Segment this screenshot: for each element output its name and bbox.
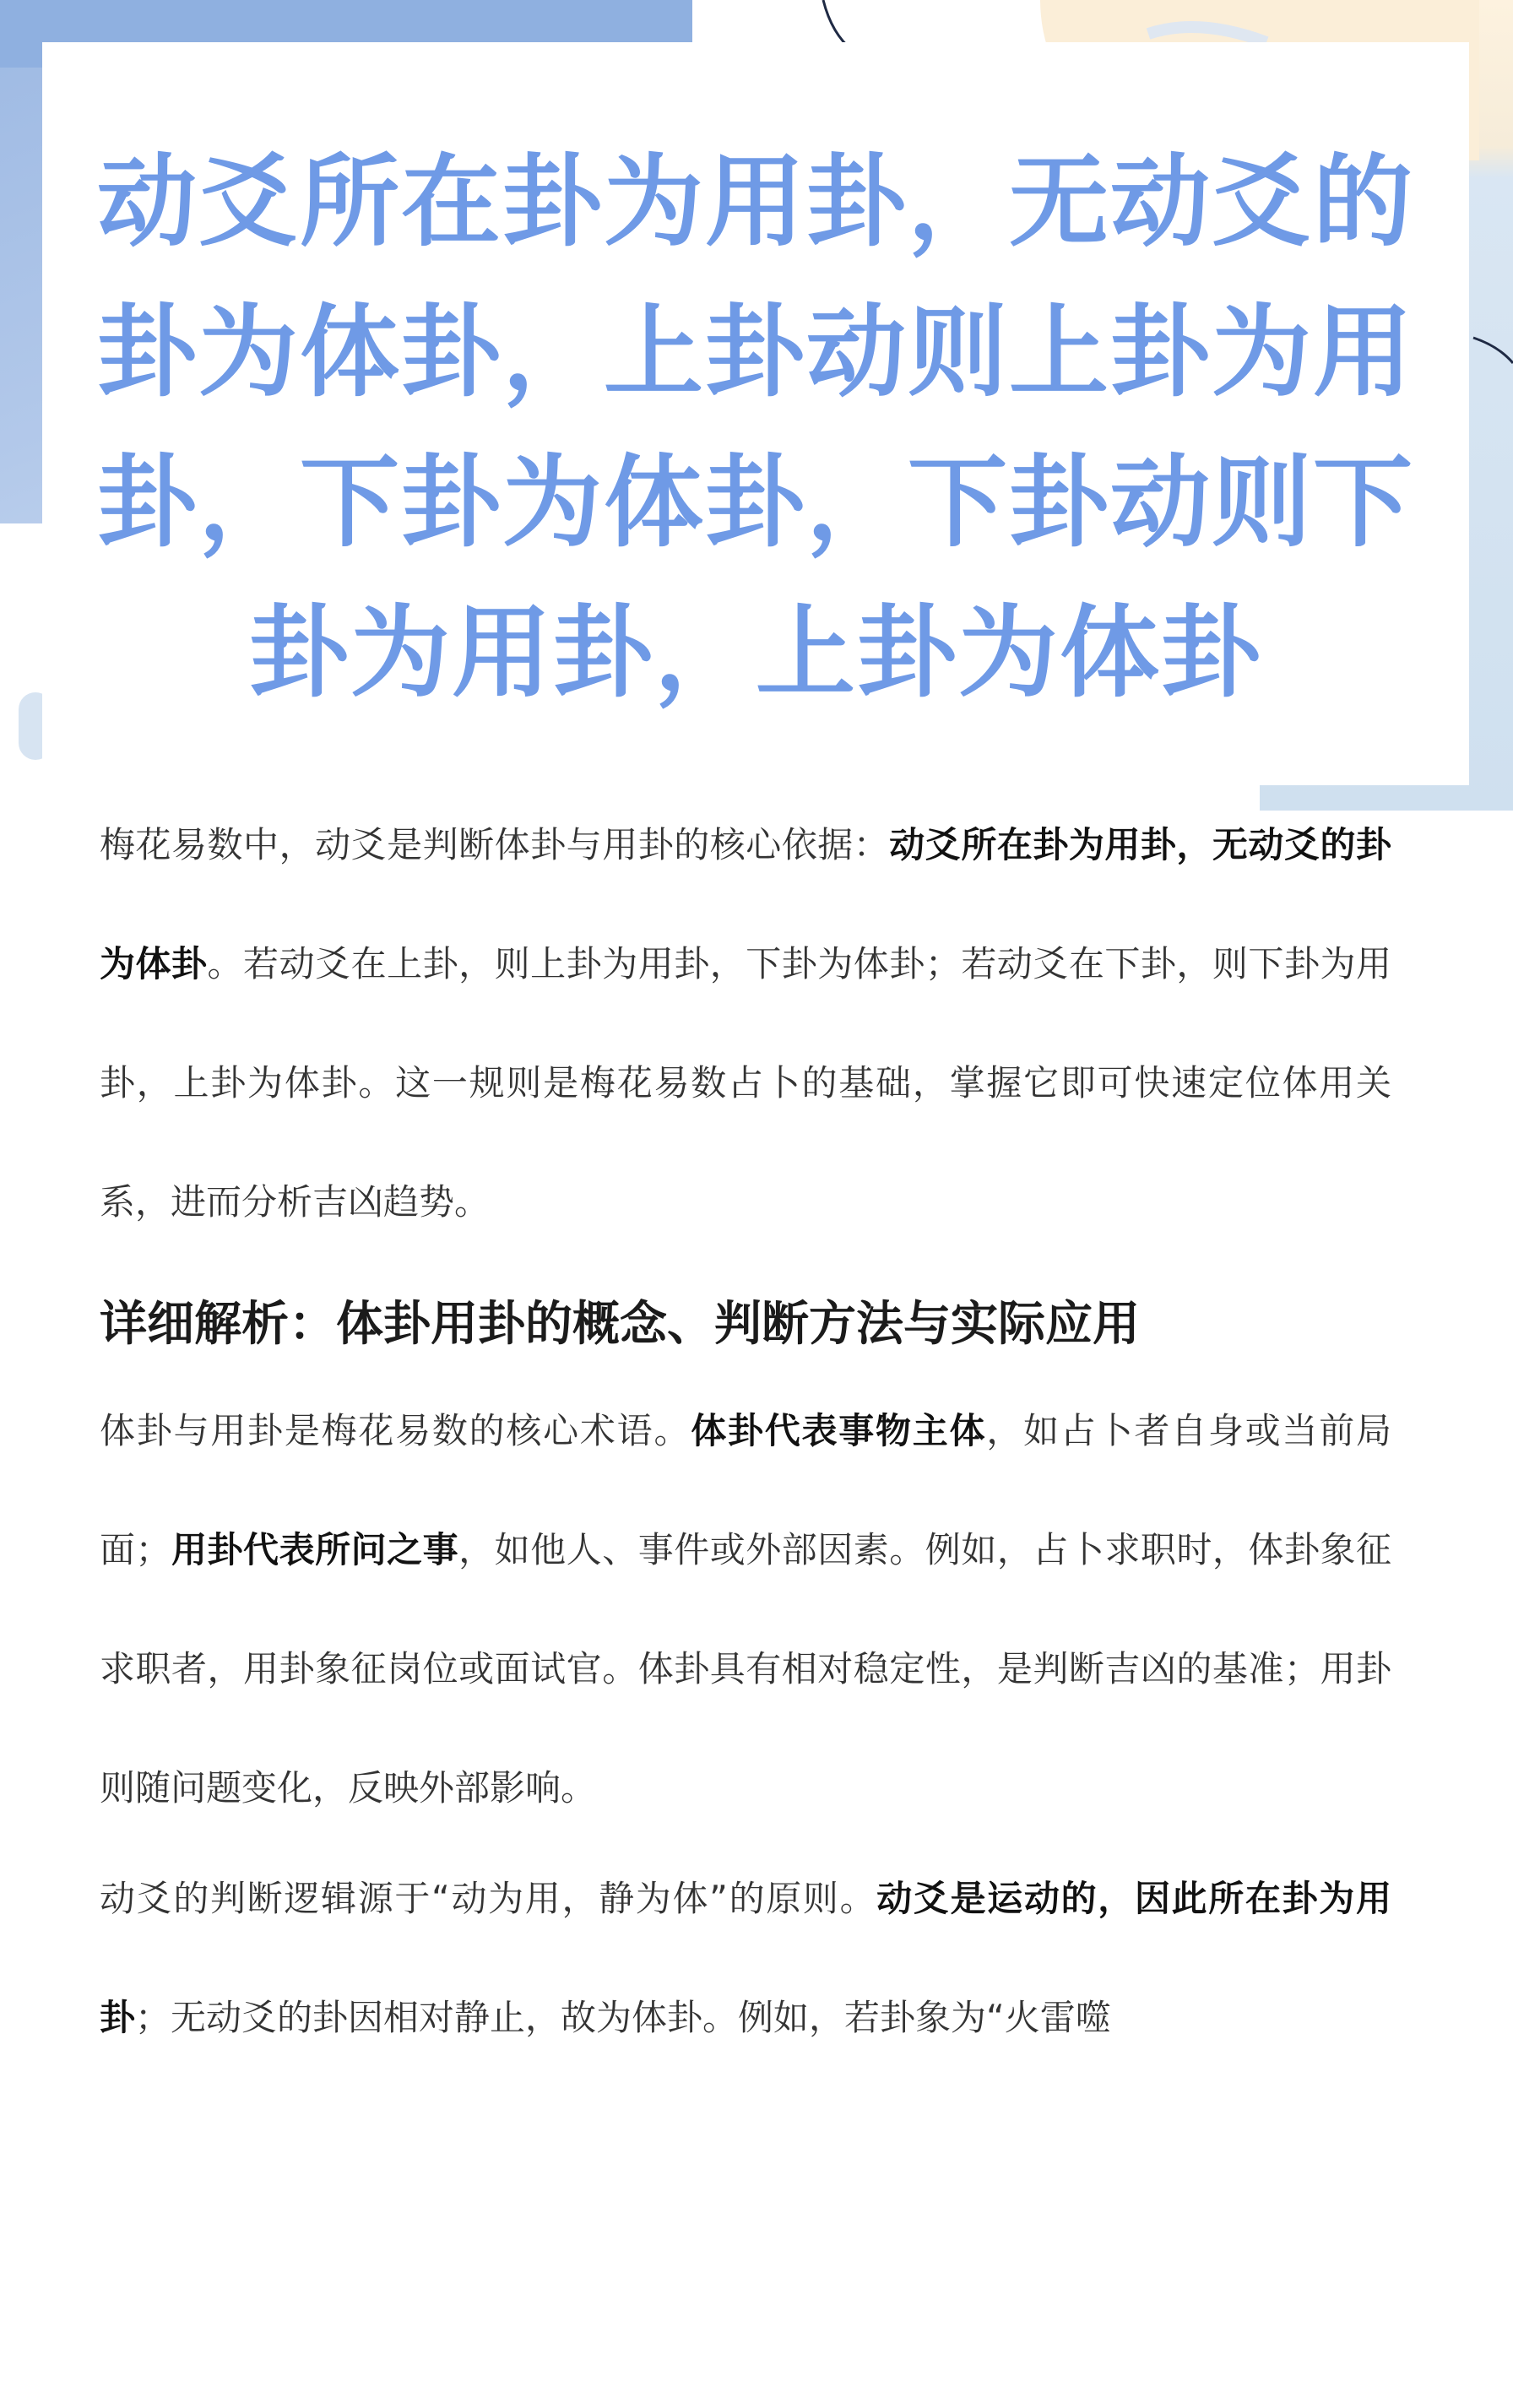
text-segment: ，如他人、事件或外部因素。例如，占卜求职时，体卦象征求职者，用卦象征岗位或面试官。体卦具有相对稳定性，是判断吉凶的基准；用卦则随问题变化，反映外部影响。 [100,1529,1391,1809]
text-segment: 动爻的判断逻辑源于“动为用，静为体”的原则。 [100,1878,877,1919]
section-paragraph-1 [100,1371,1391,1847]
text-segment: ，如占卜者自身或当前局面； [100,1410,1391,1570]
bold-text-segment: 动爻所在卦为用卦，无动爻的卦为体卦 [100,824,1391,984]
article-body [100,785,1391,2077]
text-segment: 梅花易数中，动爻是判断体卦与用卦的核心依据： [100,824,890,865]
bold-text-segment: 用卦代表所问之事 [171,1529,459,1570]
bold-text-segment: 体卦代表事物主体 [691,1410,987,1451]
text-segment: 。若动爻在上卦，则上卦为用卦，下卦为体卦；若动爻在下卦，则下卦为用卦，上卦为体卦。这一规则是梅花易数占卜的基础，掌握它即可快速定位体用关系，进而分析吉凶趋势。 [100,943,1391,1223]
page-title: 动爻所在卦为用卦，无动爻的卦为体卦，上卦动则上卦为用卦，下卦为体卦，下卦动则下卦为用卦，上卦为体卦 [96,144,1414,711]
bold-text-segment: 动爻是运动的，因此所在卦为用卦 [100,1878,1391,2038]
section-paragraph-2 [100,1839,1391,2077]
intro-paragraph [100,785,1391,1261]
section-heading: 详细解析：体卦用卦的概念、判断方法与实际应用 [100,1297,1140,1352]
text-segment: ；无动爻的卦因相对静止，故为体卦。例如，若卦象为“火雷噬 [135,1997,1111,2038]
text-segment: 体卦与用卦是梅花易数的核心术语。 [100,1410,691,1451]
